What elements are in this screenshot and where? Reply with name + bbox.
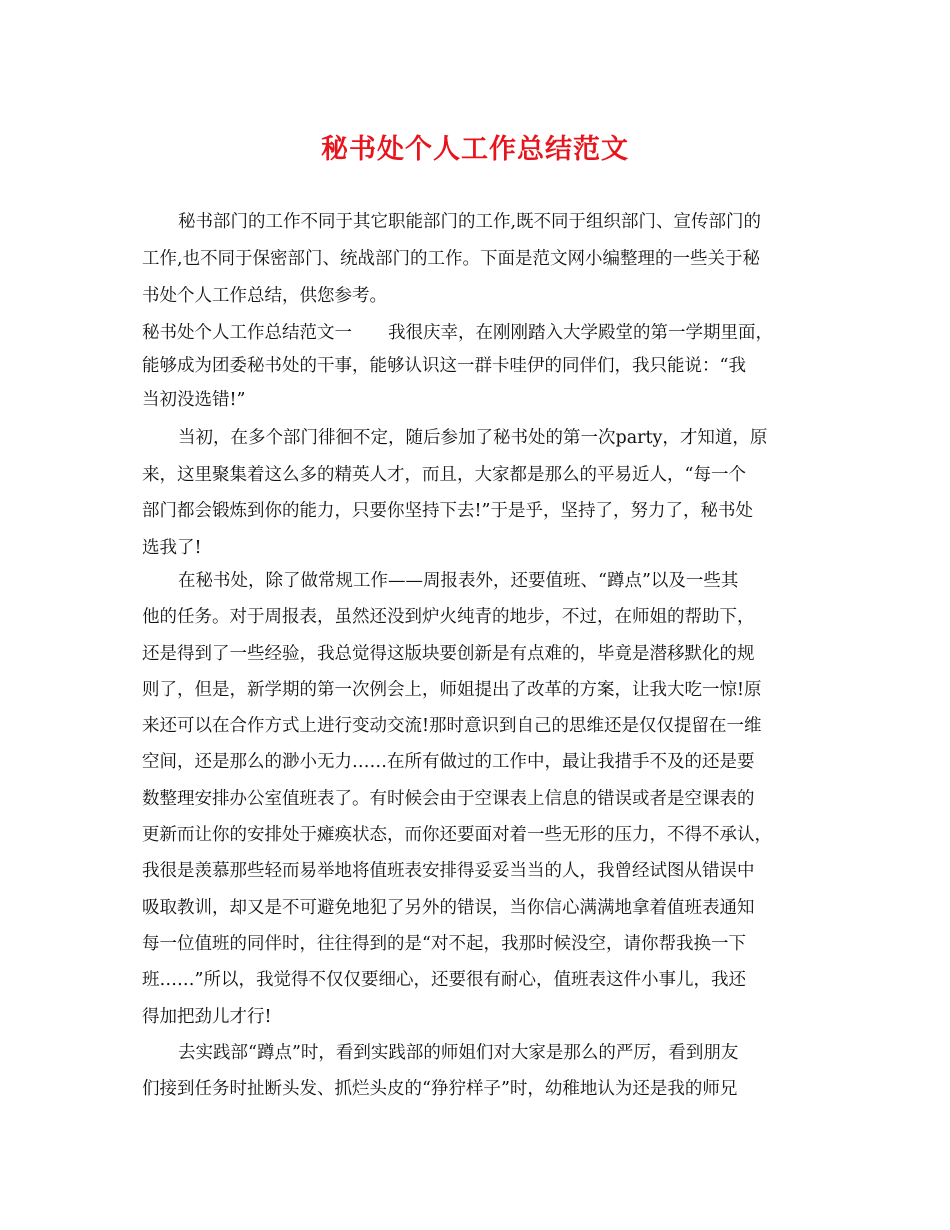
paragraph-line: 能够成为团委秘书处的干事，能够认识这一群卡哇伊的同伴们，我只能说：“我 <box>142 356 746 376</box>
paragraph-line: 空间，还是那么的渺小无力……在所有做过的工作中，最让我措手不及的还是要 <box>142 752 755 772</box>
paragraph-line: 当初没选错!” <box>142 390 246 410</box>
paragraph-line: 还是得到了一些经验，我总觉得这版块要创新是有点难的，毕竟是潜移默化的规 <box>142 644 755 664</box>
paragraph-line: 秘书部门的工作不同于其它职能部门的工作,既不同于组织部门、宣传部门的 <box>178 212 762 232</box>
page-title: 秘书处个人工作总结范文 <box>321 134 629 165</box>
paragraph-line: 数整理安排办公室值班表了。有时候会由于空课表上信息的错误或者是空课表的 <box>142 789 755 809</box>
paragraph-line: 来，这里聚集着这么多的精英人才，而且，大家都是那么的平易近人，“每一个 <box>142 465 746 485</box>
paragraph-line: 得加把劲儿才行! <box>142 1007 272 1027</box>
paragraph-line: 则了，但是，新学期的第一次例会上，师姐提出了改革的方案，让我大吃一惊!原 <box>142 680 762 700</box>
section-line <box>142 319 822 347</box>
paragraph-line: 部门都会锻炼到你的能力，只要你坚持下去!”于是乎，坚持了，努力了，秘书处 <box>142 501 753 521</box>
paragraph-line: 书处个人工作总结，供您参考。 <box>142 286 387 306</box>
paragraph-line: 我很是羡慕那些轻而易举地将值班表安排得妥妥当当的人，我曾经试图从错误中 <box>142 861 755 881</box>
paragraph-line: 当初，在多个部门徘徊不定，随后参加了秘书处的第一次party，才知道，原 <box>178 428 768 448</box>
paragraph-line: 来还可以在合作方式上进行变动交流!那时意识到自己的思维还是仅仅提留在一维 <box>142 716 762 736</box>
paragraph-line: 工作,也不同于保密部门、统战部门的工作。下面是范文网小编整理的一些关于秘 <box>142 249 761 269</box>
paragraph-line: 更新而让你的安排处于瘫痪状态，而你还要面对着一些无形的压力，不得不承认， <box>142 825 772 845</box>
paragraph-line: 他的任务。对于周报表，虽然还没到炉火纯青的地步，不过，在师姐的帮助下， <box>142 607 755 627</box>
paragraph-line: 班……”所以，我觉得不仅仅要细心，还要很有耐心，值班表这件小事儿，我还 <box>142 970 746 990</box>
paragraph-line: 吸取教训，却又是不可避免地犯了另外的错误，当你信心满满地拿着值班表通知 <box>142 898 755 918</box>
paragraph-line: 们接到任务时扯断头发、抓烂头皮的“狰狞样子”时，幼稚地认为还是我的师兄 <box>142 1079 738 1099</box>
paragraph-line: 在秘书处，除了做常规工作——周报表外，还要值班、“蹲点”以及一些其 <box>178 571 739 591</box>
section-heading: 秘书处个人工作总结范文一 <box>142 323 352 343</box>
paragraph-line: 每一位值班的同伴时，往往得到的是“对不起，我那时候没空，请你帮我换一下 <box>142 934 746 954</box>
paragraph-line: 选我了! <box>142 538 202 558</box>
paragraph-text: 我很庆幸，在刚刚踏入大学殿堂的第一学期里面， <box>388 323 773 343</box>
paragraph-line: 去实践部“蹲点”时，看到实践部的师姐们对大家是那么的严厉，看到朋友 <box>178 1043 739 1063</box>
